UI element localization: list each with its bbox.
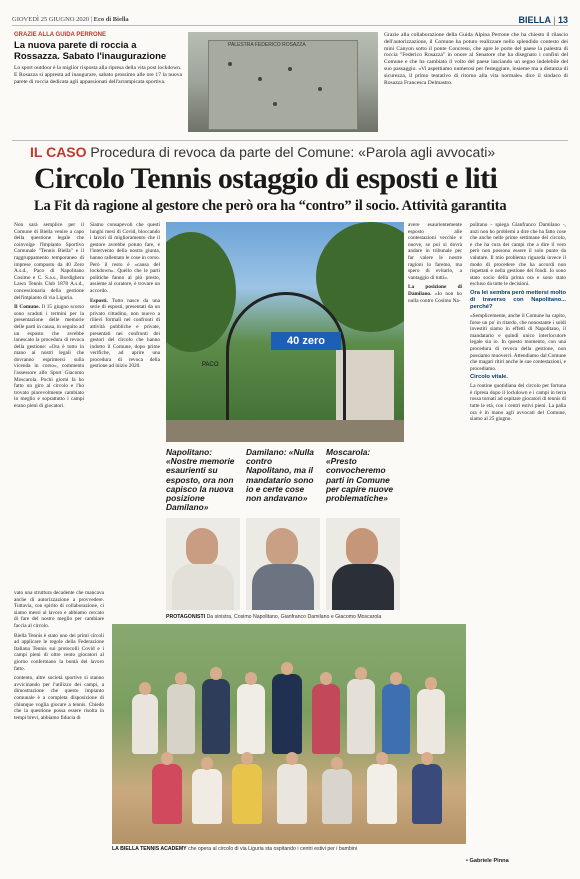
quote-moscarola: Moscarola: «Presto convocheremo parti in Comune per capire nuove problematiche» bbox=[326, 447, 394, 504]
child-figure bbox=[192, 769, 222, 824]
child-figure bbox=[202, 679, 230, 754]
child-figure bbox=[412, 764, 442, 824]
col1-lead: Il Comune. bbox=[14, 304, 40, 311]
child-head bbox=[390, 672, 402, 685]
child-figure bbox=[152, 764, 182, 824]
child-head bbox=[241, 752, 253, 765]
child-figure bbox=[347, 679, 375, 754]
child-figure bbox=[382, 684, 410, 754]
header-paper: Eco di Biella bbox=[93, 16, 129, 23]
club-banner: 40 zero bbox=[271, 332, 341, 350]
ground bbox=[166, 420, 404, 442]
climbing-hold bbox=[273, 102, 277, 106]
child-figure bbox=[367, 764, 397, 824]
article-column-7 bbox=[470, 222, 566, 423]
academy-caption bbox=[112, 846, 472, 852]
header-section bbox=[518, 15, 568, 25]
article-column-left-lower bbox=[14, 590, 104, 721]
portrait-head bbox=[266, 528, 298, 566]
col6-para-2 bbox=[408, 284, 462, 304]
quote-napolitano: Napolitano: «Nostre memorie esaurienti su esposto, ora non capisco la nuova posizione Damilano» bbox=[166, 447, 235, 513]
article-column-2 bbox=[90, 222, 160, 370]
col1-text: Il 15 giugno scorso sono scaduti i termini per la presentazione delle memorie delle parti in causa, in seguito ad un esposto che avrebbe innescato la procedura di revoca della gestione: «Ora è tutto in mano ai nostri legali che dovranno esprimersi sulla vicenda in corso», commenta l'assessore allo Sport Giacomo Moscarola. Pochi giorni fa ho fatto un giro al circolo e l'ho trovato piacevolmente cambiato in meglio e soprattutto i campi erano pieni di giocatori. bbox=[14, 304, 84, 410]
child-figure bbox=[277, 764, 307, 824]
child-head bbox=[245, 672, 257, 685]
child-head bbox=[331, 757, 343, 770]
portrait-body bbox=[172, 564, 234, 610]
rosazza-kicker: GRAZIE ALLA GUIDA PERRONE bbox=[14, 32, 107, 38]
col7-para: politano - spiega Gianfranco Damilano -, anzi non ho problemi a dire che ha fatto cose che anche nelle prime settimane del circolo, e che ha cura dei campi che a dire il vero però non possono essere il solo punto da valutare. Il mio problema riguarda invece il modo di procedere che ha accordi non rispettati e nella gestione dei fondi. Io sono stato socio della prima ora e sono stato escluso da tutte le decisioni. bbox=[470, 222, 566, 288]
col7-subhead-2: Circolo vitale. bbox=[470, 374, 509, 381]
climbing-wall-photo bbox=[188, 32, 378, 132]
caption1-text: Da sinistra, Cosimo Napolitano, Gianfranco Damilano e Giacomo Moscarola bbox=[206, 614, 382, 620]
child-head bbox=[355, 667, 367, 680]
child-figure bbox=[322, 769, 352, 824]
header-date: GIOVEDÌ 25 GIUGNO 2020 bbox=[12, 16, 90, 23]
col5-para: contento, altre società sportive si stanno avvicinando per l'utilizzo dei campi, a dimostrazione che questo impianto comunale è a completa disposizione di chiunque voglia giocare a tennis. Chiedo che la questione possa essere risolta in tempi brevi, abbiamo fiducia di bbox=[14, 675, 104, 721]
climbing-hold bbox=[318, 87, 322, 91]
climbing-hold bbox=[258, 77, 262, 81]
rosazza-p1: Lo sport outdoor è la miglior risposta alla ripresa della vita post lockdown. bbox=[14, 65, 182, 71]
page-number-value: 13 bbox=[557, 14, 568, 25]
page-number: | 13 bbox=[553, 14, 568, 25]
page-header bbox=[12, 14, 568, 26]
portrait-head bbox=[186, 528, 218, 566]
child-figure bbox=[232, 764, 262, 824]
child-figure bbox=[167, 684, 195, 754]
child-head bbox=[376, 752, 388, 765]
child-head bbox=[425, 677, 437, 690]
rosazza-article bbox=[14, 32, 182, 85]
main-kicker bbox=[30, 144, 495, 160]
portrait-head bbox=[346, 528, 378, 566]
col6-para: avere esaurientemente esposto alle contestazioni vecchie e nuove, se poi si dovrà andare in tribunale per far valere le nostre ragioni lo faremo, ma spero di evitarlo, a vantaggio di tutti». bbox=[408, 222, 462, 281]
portrait-body bbox=[332, 564, 394, 610]
col3-para: vato una struttura decadente che mancava anche di autorizzazione a provvedere. Tuttavia, con spirito di collaborazione, ci siamo messi al lavoro e abbiamo cercato di fare del nostro meglio per cambiare faccia al circolo. bbox=[14, 590, 104, 629]
portrait-body bbox=[252, 564, 314, 610]
portrait-moscarola bbox=[326, 518, 400, 610]
portrait-napolitano bbox=[166, 518, 240, 610]
caption2-label: LA BIELLA TENNIS ACADEMY bbox=[112, 846, 187, 852]
col7-subhead: Ora lei sembra però mettersi molto di traverso con Napolitano... perché? bbox=[470, 289, 567, 310]
climbing-hold bbox=[228, 62, 232, 66]
child-figure bbox=[272, 674, 302, 754]
climbing-hold bbox=[288, 67, 292, 71]
col1-para: Non sarà semplice per il Comune di Biella venire a capo della questione legale che coinvolge l'Impianto Sportivo Comunale "Tennis Biella" e il raggruppamento temporaneo di imprese composto da 40 Zero A.s.d., Paco di Napolitano Cosimo e C. S.a.s., Bordighera Lawn Tennis Club 1878 A.s.d., concessionaria della gestione dell'impianto di via Liguria. bbox=[14, 222, 84, 301]
child-head bbox=[139, 682, 151, 695]
rosazza-title: La nuova parete di roccia a Rossazza. Sabato l'inaugurazione bbox=[14, 40, 167, 62]
col6-lead: La posizione di Damilano. bbox=[408, 284, 462, 297]
tennis-gate-photo bbox=[166, 222, 404, 442]
col2-para-2 bbox=[90, 298, 160, 371]
section-divider bbox=[12, 140, 568, 141]
kicker-label: IL CASO bbox=[30, 144, 87, 160]
portrait-damilano bbox=[246, 518, 320, 610]
caption2-text: che opera al circolo di via Liguria sta ospitando i centri estivi per i bambini bbox=[188, 846, 358, 852]
child-head bbox=[320, 672, 332, 685]
caption1-label: PROTAGONISTI bbox=[166, 614, 206, 620]
section-label: BIELLA bbox=[518, 14, 551, 25]
wall-sign: PALESTRA FEDERICO ROSAZZA bbox=[228, 42, 306, 48]
header-date-paper: GIOVEDÌ 25 GIUGNO 2020 | Eco di Biella bbox=[12, 16, 129, 23]
author-signature: • Gabriele Pinna bbox=[466, 858, 509, 864]
child-head bbox=[286, 752, 298, 765]
col7-para-2: «Semplicemente, anche il Comune ha capito, forse un po' in ritardo, che nonostante i soldi investiti siamo in effetti di Napolitano, il mandatario e quindi unico interlocutore legale sia io. In questo momento, con una procedura di revoca della gestione, non possiamo muoverci. Attendiamo dal Comune che magari ritiri anche le sue contestazioni, e procediamo. bbox=[470, 312, 566, 372]
child-figure bbox=[417, 689, 445, 754]
col4-para: Biella Tennis è stato uno dei primi circoli ad applicare le regole della Federazione Italiana Tennis sui protocolli Covid e i campi pieni di oltre cento giocatori al giorno confermano la bontà del lavoro fatto. bbox=[14, 632, 104, 672]
article-column-6 bbox=[408, 222, 462, 304]
col1-para-2 bbox=[14, 304, 84, 410]
quote-damilano: Damilano: «Nulla contro Napolitano, ma il mandatario sono io e certe cose non andavano» bbox=[246, 447, 314, 504]
child-head bbox=[421, 752, 433, 765]
rosazza-p2: E Rosazza si appresta ad inaugurare, sabato prossimo alle ore 17 la nuova parete di roccia dedicata agli appassionati dell'arrampicata sportiva. bbox=[14, 71, 182, 85]
kicker-text: Procedura di revoca da parte del Comune: «Parola agli avvocati» bbox=[90, 144, 496, 160]
article-column-1 bbox=[14, 222, 84, 410]
col6-text: «Io non ho nulla contro Cosimo Na- bbox=[408, 290, 463, 304]
col2-para: Siamo consapevoli che questi lunghi mesi di Covid, bloccando i lavori di miglioramento che il gestore avrebbe potuto fare, e l'intervento della nostra giunta, hanno rallentato le cose in corso. Però il resto è «causa del lockdown». Quello che le parti politiche fanno al più presto, assieme al curatore, è trovare un accordo. bbox=[90, 222, 160, 294]
tree bbox=[166, 232, 236, 352]
col2-text: Tutto nasce da una serie di esposti, presentati da un privato cittadino, non nuovo a rilievi formali nei confronti di attività pubbliche e private, presentati nei confronti dei gestori del circolo che hanno indotto il Comune, dopo prime verifiche, ad aprire una procedura di revoca della gestione ad inizio 2020. bbox=[90, 297, 160, 370]
rock-wall bbox=[208, 40, 358, 130]
child-head bbox=[281, 662, 293, 675]
tennis-academy-photo bbox=[112, 624, 466, 844]
child-figure bbox=[237, 684, 265, 754]
protagonists-caption bbox=[166, 614, 466, 620]
col2-lead: Esposti. bbox=[90, 297, 108, 304]
child-figure bbox=[312, 684, 340, 754]
main-title: Circolo Tennis ostaggio di esposti e liti bbox=[34, 162, 498, 195]
col7-para-3: La routine quotidiana del circolo per fortuna è ripresa dopo il lockdown e i campi in terra rossa tornati ad ospitare giocatori di tennis di tutte le età, con i centri estivi pieni. La palla ora è in mano agli avvocati del Comune, siamo al 25 giugno. bbox=[470, 383, 566, 423]
rosazza-continued: Grazie alla collaborazione della Guida Alpina Perrone che ha chiesto il rilascio dell'autorizzazione, il Comune ha potuto realizzare nello splendido contesto dei mini Canyon sotto il ponte Concreso, che apre le porte del paese la palestra di roccia "Federico Rosazza" in onore al Senatore che ha disegnato i confini del Comune e che ha cambiato il volto del paese lasciando un segno indelebile del suo passaggio. «Vi aspettiamo numerosi per festeggiare, insieme ma a distanza di sicurezza, il primo tentativo di ritorno alla vita normale» dice il sindaco di Rosazza Francesca Delmastro. bbox=[384, 32, 568, 86]
child-head bbox=[161, 752, 173, 765]
child-figure bbox=[132, 694, 158, 754]
child-head bbox=[175, 672, 187, 685]
paco-sign: PACO bbox=[202, 362, 219, 368]
child-head bbox=[210, 667, 222, 680]
child-head bbox=[201, 757, 213, 770]
main-subtitle: La Fit dà ragione al gestore che però ora ha “contro” il socio. Attività garantita bbox=[34, 198, 507, 214]
